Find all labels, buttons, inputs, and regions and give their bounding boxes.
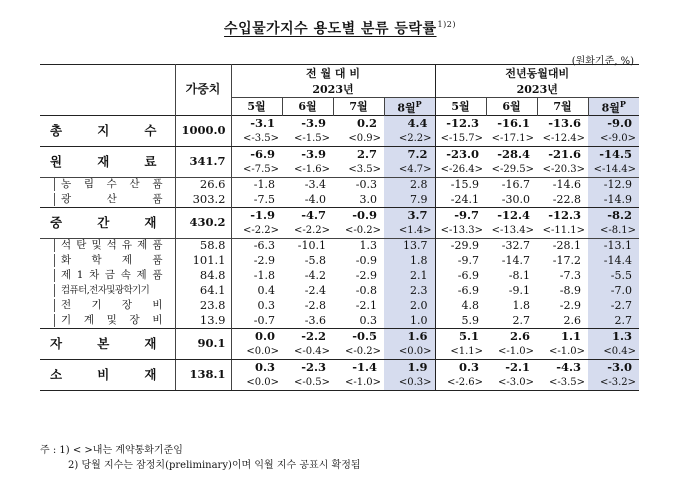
table-row [40, 268, 639, 283]
value-cell: 1.8 [512, 299, 530, 313]
table-row [40, 177, 639, 192]
contract-currency-cell: <0.0> [231, 375, 282, 390]
table-row [40, 115, 639, 131]
contract-currency-cell: <-1.0> [344, 376, 381, 388]
value-cell: 5.1 [435, 328, 486, 344]
value-cell: 0.0 [231, 328, 282, 344]
header-mom: 전 월 대 비 [231, 65, 435, 83]
value-cell: -8.1 [508, 269, 530, 283]
row-label-primary-metals [40, 268, 175, 283]
value-cell: -2.1 [355, 299, 377, 313]
row-label-text [54, 314, 163, 327]
contract-currency-cell: <-2.2> [293, 224, 330, 236]
value-cell: -3.9 [301, 115, 326, 130]
header-mom-month: 7월 [333, 98, 384, 116]
weight-cell: 58.8 [175, 238, 231, 253]
value-cell: -13.1 [588, 238, 639, 253]
label-char: 탄 [76, 239, 87, 252]
label-char: 품 [152, 254, 163, 267]
value-cell: -15.9 [435, 177, 486, 192]
value-cell: 2.7 [356, 146, 377, 161]
value-cell: -4.7 [301, 207, 326, 222]
contract-currency-cell: <1.4> [384, 223, 435, 238]
row-label-text [54, 178, 163, 191]
label-char: 학 [91, 254, 102, 267]
value-cell: 2.7 [588, 313, 639, 328]
table-row [40, 238, 639, 253]
header-yoy-month: 7월 [537, 98, 588, 116]
title-footnote-mark: 1)2) [437, 20, 456, 29]
label-char: 속 [120, 269, 131, 282]
table-row [40, 313, 639, 328]
value-cell: -0.8 [355, 284, 377, 298]
label-char: 금 [104, 269, 116, 282]
weight-cell: 341.7 [175, 146, 231, 177]
row-label-text [54, 239, 163, 252]
contract-currency-cell: <0.0> [384, 344, 435, 359]
value-cell: -5.5 [588, 268, 639, 283]
value-cell: -1.8 [231, 268, 282, 283]
footnote-1-text: 1) < >내는 계약통화기준임 [59, 445, 183, 456]
value-cell: 4.4 [384, 115, 435, 131]
header-yoy-year: 2023년 [435, 83, 639, 98]
value-cell: -2.7 [588, 298, 639, 313]
value-cell: -12.3 [548, 207, 581, 222]
value-cell: -2.9 [231, 253, 282, 268]
value-cell: -16.1 [497, 115, 530, 130]
label-char: 장 [121, 299, 133, 312]
value-cell: 1.8 [384, 253, 435, 268]
row-label-text [54, 269, 163, 282]
row-label-raw-materials [40, 146, 175, 177]
weight-cell: 84.8 [175, 268, 231, 283]
weight-cell: 138.1 [175, 359, 231, 390]
label-char: 품 [152, 269, 163, 282]
value-cell: 1.9 [384, 359, 435, 375]
value-cell: 2.1 [384, 268, 435, 283]
label-char: 차 [89, 269, 100, 282]
value-cell: 1.3 [359, 239, 377, 253]
contract-currency-cell: <-3.5> [231, 131, 282, 146]
label-char: 비 [97, 367, 110, 383]
value-cell: 2.7 [512, 313, 530, 327]
value-cell: -3.1 [231, 115, 282, 131]
contract-currency-cell: <-13.4> [491, 224, 534, 236]
value-cell: -21.6 [548, 146, 581, 161]
contract-currency-cell: <0.0> [231, 344, 282, 359]
value-cell: 1.0 [384, 313, 435, 328]
value-cell: 0.3 [231, 359, 282, 375]
label-char: 농 [61, 178, 72, 191]
row-label-capital-goods [40, 328, 175, 359]
row-label-text [54, 254, 163, 267]
value-cell: -29.9 [435, 238, 486, 253]
row-label-text [54, 193, 163, 206]
label-char: 비 [152, 299, 163, 312]
contract-currency-cell: <0.4> [588, 344, 639, 359]
label-char: 총 [50, 123, 63, 139]
contract-currency-cell: <0.3> [384, 375, 435, 390]
label-char: 기 [91, 299, 102, 312]
value-cell: 0.2 [356, 115, 377, 130]
label-char: 광 [61, 192, 72, 205]
label-char: 및 [106, 313, 117, 326]
value-cell: -4.2 [304, 269, 326, 283]
contract-currency-cell: <-2.6> [435, 375, 486, 390]
label-char: 장 [129, 313, 140, 326]
value-cell: -1.9 [231, 207, 282, 223]
label-char: 자 [50, 336, 63, 352]
value-cell: -3.4 [304, 178, 326, 192]
value-cell: -10.1 [297, 239, 326, 253]
value-cell: 2.8 [384, 177, 435, 192]
row-label-text [40, 124, 175, 137]
contract-currency-cell: <-1.0> [548, 345, 585, 357]
value-cell: -8.9 [559, 284, 581, 298]
value-cell: 0.3 [435, 359, 486, 375]
row-label-agri [40, 177, 175, 192]
contract-currency-cell: <-0.2> [344, 345, 381, 357]
value-cell: -12.3 [435, 115, 486, 131]
value-cell: -3.0 [588, 359, 639, 375]
table-row [40, 207, 639, 223]
row-label-text [40, 216, 175, 229]
value-cell: -6.9 [435, 268, 486, 283]
label-char: 수 [106, 178, 117, 191]
label-char: 기 [61, 313, 72, 326]
value-cell: -2.2 [301, 328, 326, 343]
label-char: 재 [97, 154, 110, 170]
value-cell: 5.9 [435, 313, 486, 328]
label-char: 본 [97, 336, 110, 352]
contract-currency-cell: <-0.4> [293, 345, 330, 357]
header-mom-year: 2023년 [231, 83, 435, 98]
value-cell: -32.7 [501, 239, 530, 253]
row-label-coal-petroleum [40, 238, 175, 253]
contract-currency-cell: <-0.2> [344, 224, 381, 236]
value-cell: 3.7 [384, 207, 435, 223]
contract-currency-cell: <-13.3> [435, 223, 486, 238]
value-cell: 2.0 [384, 298, 435, 313]
label-char: 산 [106, 192, 117, 205]
header-mom-month: 5월 [231, 98, 282, 116]
weight-cell: 1000.0 [175, 115, 231, 146]
contract-currency-cell: <3.5> [348, 163, 381, 175]
value-cell: -17.2 [552, 254, 581, 268]
weight-cell: 90.1 [175, 328, 231, 359]
value-cell: -6.3 [231, 238, 282, 253]
value-cell: -14.7 [501, 254, 530, 268]
label-char: 석 [61, 239, 72, 252]
table-row [40, 283, 639, 298]
row-label-text [40, 368, 175, 381]
row-label-total [40, 115, 175, 146]
label-char: 재 [144, 336, 157, 352]
label-char: 제 [121, 254, 133, 267]
value-cell: -2.1 [505, 359, 530, 374]
value-cell: -0.9 [355, 254, 377, 268]
value-cell: -24.1 [435, 192, 486, 207]
value-cell: 0.3 [359, 313, 377, 327]
value-cell: -14.4 [588, 253, 639, 268]
value-cell: 3.0 [359, 192, 377, 206]
value-cell: -28.4 [497, 146, 530, 161]
header-category [40, 65, 175, 116]
value-cell: -9.0 [588, 115, 639, 131]
contract-currency-cell: <-17.1> [491, 132, 534, 144]
value-cell: -3.6 [304, 313, 326, 327]
label-char: 비 [152, 313, 163, 326]
weight-cell: 101.1 [175, 253, 231, 268]
label-char: 품 [152, 239, 163, 252]
label-char: 화 [61, 254, 72, 267]
value-cell: -13.6 [548, 115, 581, 130]
label-char: 재 [144, 367, 157, 383]
value-cell: -0.7 [231, 313, 282, 328]
value-cell: -9.1 [508, 284, 530, 298]
value-cell: 7.9 [384, 192, 435, 207]
value-cell: -1.8 [231, 177, 282, 192]
weight-cell: 303.2 [175, 192, 231, 207]
value-cell: -0.3 [355, 178, 377, 192]
row-label-consumer-goods [40, 359, 175, 390]
table-row [40, 253, 639, 268]
value-cell: -14.6 [552, 178, 581, 192]
label-char: 중 [50, 215, 63, 231]
table-title [0, 18, 680, 38]
value-cell: -7.5 [231, 192, 282, 207]
value-cell: 2.6 [563, 313, 581, 327]
row-label-chemicals [40, 253, 175, 268]
label-char: 림 [83, 178, 94, 191]
footnote-2: 2) 당월 지수는 잠정치(preliminary)이며 익월 지수 공표시 확정됨 [68, 460, 361, 471]
value-cell: -6.9 [231, 146, 282, 162]
contract-currency-cell: <-8.1> [588, 223, 639, 238]
row-label-text [54, 299, 163, 312]
label-char: 품 [152, 192, 163, 205]
value-cell: -2.8 [304, 299, 326, 313]
value-cell: -23.0 [435, 146, 486, 162]
preliminary-mark: P [619, 99, 626, 109]
contract-currency-cell: <-3.0> [497, 376, 534, 388]
contract-currency-cell: <-2.2> [231, 223, 282, 238]
value-cell: -30.0 [501, 192, 530, 206]
row-label-mining [40, 192, 175, 207]
contract-currency-cell: <-26.4> [435, 162, 486, 177]
value-cell: -2.4 [304, 284, 326, 298]
weight-cell: 64.1 [175, 283, 231, 298]
value-cell: -4.3 [556, 359, 581, 374]
header-mom-month: 8월$^P$ [384, 98, 435, 116]
value-cell: -0.5 [352, 328, 377, 343]
import-price-table [40, 64, 639, 391]
label-char: 전 [61, 299, 72, 312]
label-char: 석 [106, 239, 117, 252]
label-char: 품 [152, 178, 163, 191]
label-char: 료 [144, 154, 157, 170]
value-cell: -2.3 [301, 359, 326, 374]
footnote-1 [40, 443, 361, 458]
row-label-electrical-equipment [40, 298, 175, 313]
table-row [40, 328, 639, 344]
contract-currency-cell: <-1.6> [293, 163, 330, 175]
table-title-text: 수입물가지수 용도별 분류 등락률 [224, 21, 437, 37]
value-cell: 4.8 [435, 298, 486, 313]
table-row [40, 192, 639, 207]
value-cell: -9.7 [435, 207, 486, 223]
value-cell: -2.9 [559, 299, 581, 313]
row-label-text [40, 155, 175, 168]
value-cell: -7.3 [559, 269, 581, 283]
value-cell: -14.9 [588, 192, 639, 207]
label-char: 소 [50, 367, 63, 383]
header-yoy: 전년동월대비 [435, 65, 639, 83]
contract-currency-cell: <4.7> [384, 162, 435, 177]
contract-currency-cell: <-15.7> [435, 131, 486, 146]
contract-currency-cell: <1.1> [435, 344, 486, 359]
header-yoy-month: 6월 [486, 98, 537, 116]
label-char: 수 [144, 123, 157, 139]
label-char: 유 [121, 239, 133, 252]
contract-currency-cell: <0.9> [348, 132, 381, 144]
value-cell: 13.7 [384, 238, 435, 253]
contract-currency-cell: <-1.5> [293, 132, 330, 144]
value-cell: -12.4 [497, 207, 530, 222]
value-cell: 1.3 [588, 328, 639, 344]
value-cell: -28.1 [552, 239, 581, 253]
value-cell: -8.2 [588, 207, 639, 223]
contract-currency-cell: <-7.5> [231, 162, 282, 177]
value-cell: -5.8 [304, 254, 326, 268]
label-char: 제 [137, 239, 148, 252]
contract-currency-cell: <-14.4> [588, 162, 639, 177]
label-char: 간 [97, 215, 110, 231]
label-char: 원 [50, 154, 63, 170]
value-cell: 7.2 [384, 146, 435, 162]
row-label-machinery [40, 313, 175, 328]
contract-currency-cell: <2.2> [384, 131, 435, 146]
label-char: 지 [97, 123, 110, 139]
header-weight: 가중치 [175, 65, 231, 116]
value-cell: 2.3 [384, 283, 435, 298]
value-cell: -16.7 [501, 178, 530, 192]
footnote-label: 주 : [40, 445, 57, 456]
value-cell: -22.8 [552, 192, 581, 206]
table-row [40, 359, 639, 375]
row-label-intermediate [40, 207, 175, 238]
row-label-text [40, 337, 175, 350]
contract-currency-cell: <-3.5> [548, 376, 585, 388]
value-cell: 2.6 [509, 328, 530, 343]
contract-currency-cell: <-0.5> [293, 376, 330, 388]
label-char: 제 [136, 269, 147, 282]
value-cell: -12.9 [588, 177, 639, 192]
contract-currency-cell: <-3.2> [588, 375, 639, 390]
weight-cell: 23.8 [175, 298, 231, 313]
value-cell: -14.5 [588, 146, 639, 162]
label-char: 계 [83, 313, 94, 326]
contract-currency-cell: <-9.0> [588, 131, 639, 146]
value-cell: 0.4 [231, 283, 282, 298]
label-char: 1 [76, 269, 84, 282]
contract-currency-cell: <-11.1> [542, 224, 585, 236]
value-cell: -2.9 [355, 269, 377, 283]
table-row [40, 146, 639, 162]
row-label-text: 컴퓨터,전자및광학기기 [54, 284, 163, 297]
label-char: 산 [129, 178, 140, 191]
table-row [40, 298, 639, 313]
contract-currency-cell: <-1.0> [497, 345, 534, 357]
value-cell: -6.9 [435, 283, 486, 298]
weight-cell: 13.9 [175, 313, 231, 328]
weight-cell: 26.6 [175, 177, 231, 192]
preliminary-mark: P [415, 99, 422, 109]
weight-cell: 430.2 [175, 207, 231, 238]
label-char: 재 [144, 215, 157, 231]
value-cell: 0.3 [231, 298, 282, 313]
contract-currency-cell: <-20.3> [542, 163, 585, 175]
value-cell: -3.9 [301, 146, 326, 161]
value-cell: 1.1 [560, 328, 581, 343]
label-char: 및 [91, 239, 102, 252]
value-cell: 1.6 [384, 328, 435, 344]
footnotes [40, 443, 361, 473]
value-cell: -0.9 [352, 207, 377, 222]
header-yoy-month: 8월$^P$ [588, 98, 639, 116]
label-char: 제 [61, 269, 72, 282]
header-mom-month: 6월 [282, 98, 333, 116]
row-label-electronics [40, 283, 175, 298]
value-cell: -9.7 [435, 253, 486, 268]
value-cell: -7.0 [588, 283, 639, 298]
contract-currency-cell: <-29.5> [491, 163, 534, 175]
contract-currency-cell: <-12.4> [542, 132, 585, 144]
header-yoy-month: 5월 [435, 98, 486, 116]
unit-label: (원화기준, %) [571, 56, 634, 67]
value-cell: -1.4 [352, 359, 377, 374]
value-cell: -4.0 [304, 192, 326, 206]
